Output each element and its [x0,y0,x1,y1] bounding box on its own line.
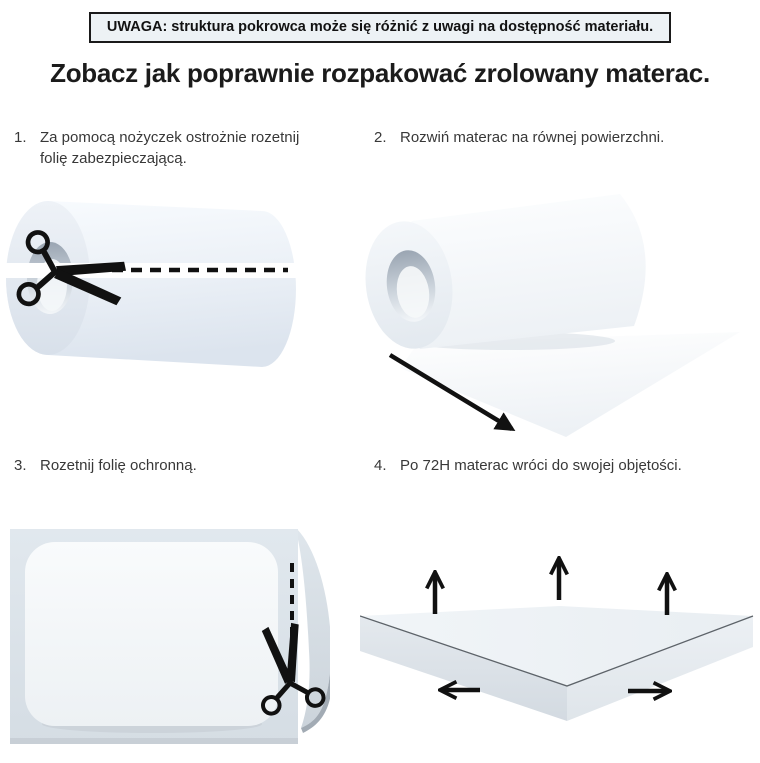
step-number: 3. [14,456,27,474]
step-3 [0,455,360,763]
step-3-text [0,455,360,513]
expanding-mattress-illustration [360,513,760,761]
step-description: Rozetnij folię ochronną. [40,456,197,474]
notice-banner [89,12,671,43]
step-description: Rozwiń materac na równej powierzchni. [400,128,665,146]
step-1-illustration [0,185,360,435]
step-number: 1. [14,128,27,146]
rolled-mattress-illustration [0,185,330,435]
foil-package-bottom-edge [10,738,298,744]
step-number: 2. [374,128,387,146]
step-1-text [0,127,360,185]
steps-grid [0,127,760,763]
step-4 [360,455,760,763]
step-2-illustration [360,185,760,455]
step-3-illustration [0,513,360,763]
mattress [25,542,278,726]
step-2-text [360,127,760,185]
page-title: Zobacz jak poprawnie rozpakować zrolowany materac. [50,57,710,88]
notice-banner-text: UWAGA: struktura pokrowca może się różnić z uwagi na dostępność materiału. [106,19,654,35]
step-4-text [360,455,760,513]
notice-banner-row [0,0,760,43]
step-description: Za pomocą nożyczek ostrożnie rozetnij folię zabezpieczającą. [40,128,300,167]
step-number: 4. [374,456,387,474]
step-description: Po 72H materac wróci do swojej objętości. [400,456,682,474]
step-1 [0,127,360,455]
step-4-illustration [360,513,760,761]
step-2 [360,127,760,455]
unrolling-mattress-illustration [360,185,760,455]
foil-cutting-illustration [0,513,330,763]
